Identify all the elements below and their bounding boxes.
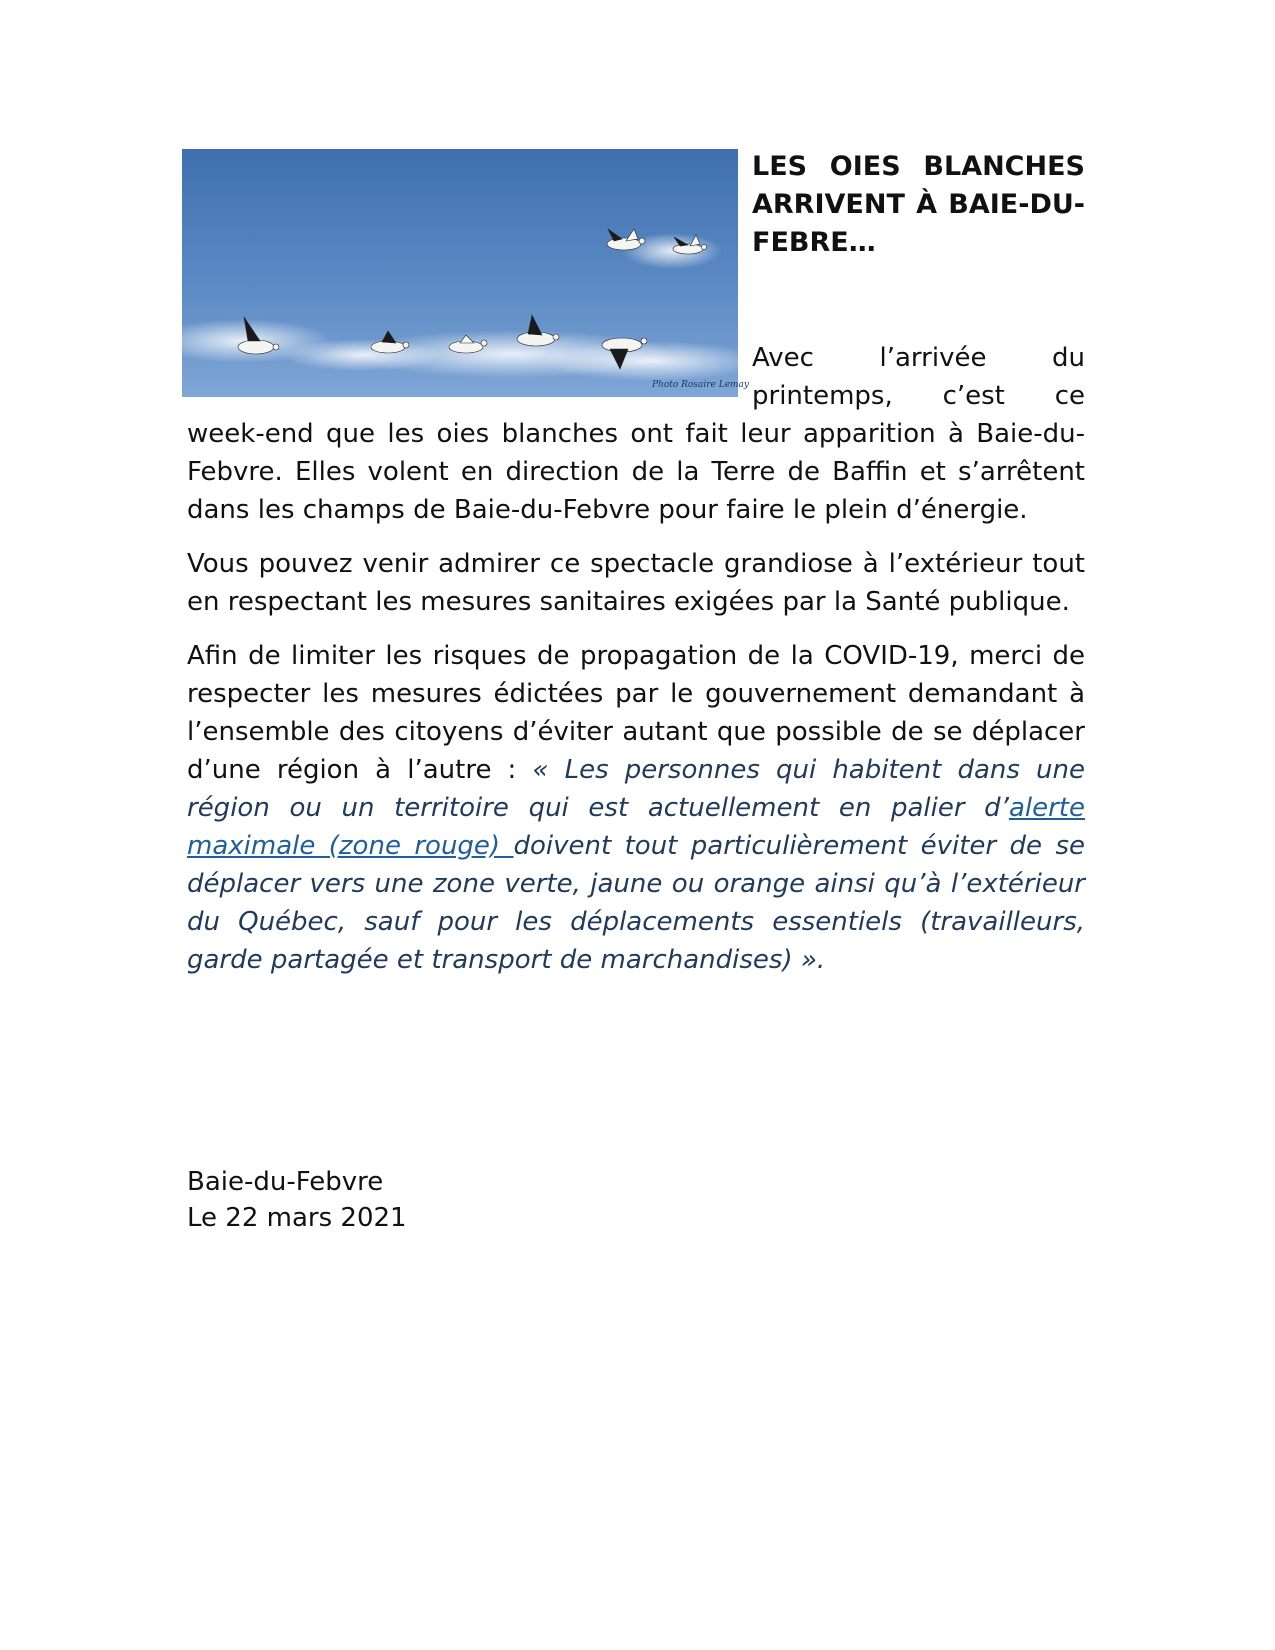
paragraph-arrival: Avec l’arrivée du printemps, c’est ce week-end que les oies blanches ont fait leur apparition à Baie-du-Febvre. Elles volent en direction de la Terre de Baffin et s’arrêtent dans les champs de Baie-du-Febvre pour faire le plein d’énergie. — [187, 343, 1085, 525]
snow-geese-photo — [182, 149, 750, 397]
signature-place: Baie-du-Febvre — [187, 1167, 384, 1197]
alert-level-link[interactable]: alerte maximale (zone rouge) — [187, 793, 1085, 861]
signature-date: Le 22 mars 2021 — [187, 1203, 407, 1233]
article-body — [187, 148, 1085, 995]
paragraph-covid-measures — [187, 637, 1085, 979]
photo-credit: Photo Rosaire Lemay — [652, 380, 750, 390]
government-quote-end: doivent tout particulièrement éviter de se déplacer vers une zone verte, jaune ou orange ainsi qu’à l’extérieur du Québec, sauf pour les déplacements essentiels (travailleurs, garde partagée et transport de marchandises) ». — [187, 831, 1085, 975]
covid-intro-text: Afin de limiter les risques de propagation de la COVID-19, merci de respecter les mesures édictées par le gouvernement demandant à l’ensemble des citoyens d’éviter autant que possible de se déplacer d’une région à l’autre : — [187, 641, 1085, 785]
paragraph-invitation: Vous pouvez venir admirer ce spectacle grandiose à l’extérieur tout en respectant les mesures sanitaires exigées par la Santé publique. — [187, 549, 1085, 617]
signature-block — [187, 1164, 407, 1236]
government-quote-start: « Les personnes qui habitent dans une région ou un territoire qui est actuellement en palier d’ — [187, 755, 1085, 823]
article-title: LES OIES BLANCHES ARRIVENT À BAIE-DU-FEBRE… — [752, 151, 1085, 258]
